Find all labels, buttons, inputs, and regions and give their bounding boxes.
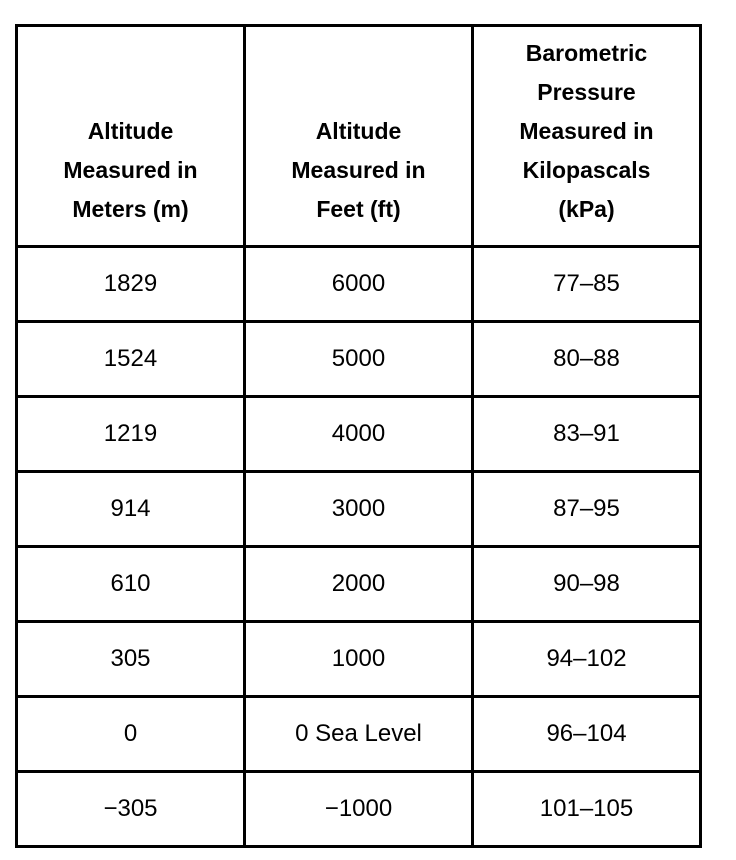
cell-feet: 4000	[245, 397, 473, 472]
cell-feet: 5000	[245, 322, 473, 397]
table-row	[17, 247, 701, 322]
cell-meters: 1219	[17, 397, 245, 472]
header-altitude-meters: Altitude Measured in Meters (m)	[17, 26, 245, 247]
cell-meters: 610	[17, 547, 245, 622]
table-row	[17, 772, 701, 847]
cell-pressure: 87–95	[473, 472, 701, 547]
cell-pressure: 94–102	[473, 622, 701, 697]
cell-meters: 1829	[17, 247, 245, 322]
cell-meters: 305	[17, 622, 245, 697]
header-row	[17, 26, 701, 247]
altitude-pressure-table	[15, 24, 702, 848]
table-row	[17, 472, 701, 547]
table-row	[17, 547, 701, 622]
table-row	[17, 397, 701, 472]
cell-meters: 1524	[17, 322, 245, 397]
cell-meters: −305	[17, 772, 245, 847]
header-barometric-pressure: Barometric Pressure Measured in Kilopascals (kPa)	[473, 26, 701, 247]
cell-meters: 914	[17, 472, 245, 547]
cell-feet: 2000	[245, 547, 473, 622]
table-row	[17, 697, 701, 772]
cell-meters: 0	[17, 697, 245, 772]
table-row	[17, 322, 701, 397]
cell-pressure: 80–88	[473, 322, 701, 397]
cell-feet: 0 Sea Level	[245, 697, 473, 772]
cell-feet: −1000	[245, 772, 473, 847]
cell-pressure: 83–91	[473, 397, 701, 472]
table-row	[17, 622, 701, 697]
cell-feet: 3000	[245, 472, 473, 547]
cell-pressure: 96–104	[473, 697, 701, 772]
cell-pressure: 101–105	[473, 772, 701, 847]
cell-pressure: 90–98	[473, 547, 701, 622]
header-altitude-feet: Altitude Measured in Feet (ft)	[245, 26, 473, 247]
cell-pressure: 77–85	[473, 247, 701, 322]
cell-feet: 6000	[245, 247, 473, 322]
cell-feet: 1000	[245, 622, 473, 697]
